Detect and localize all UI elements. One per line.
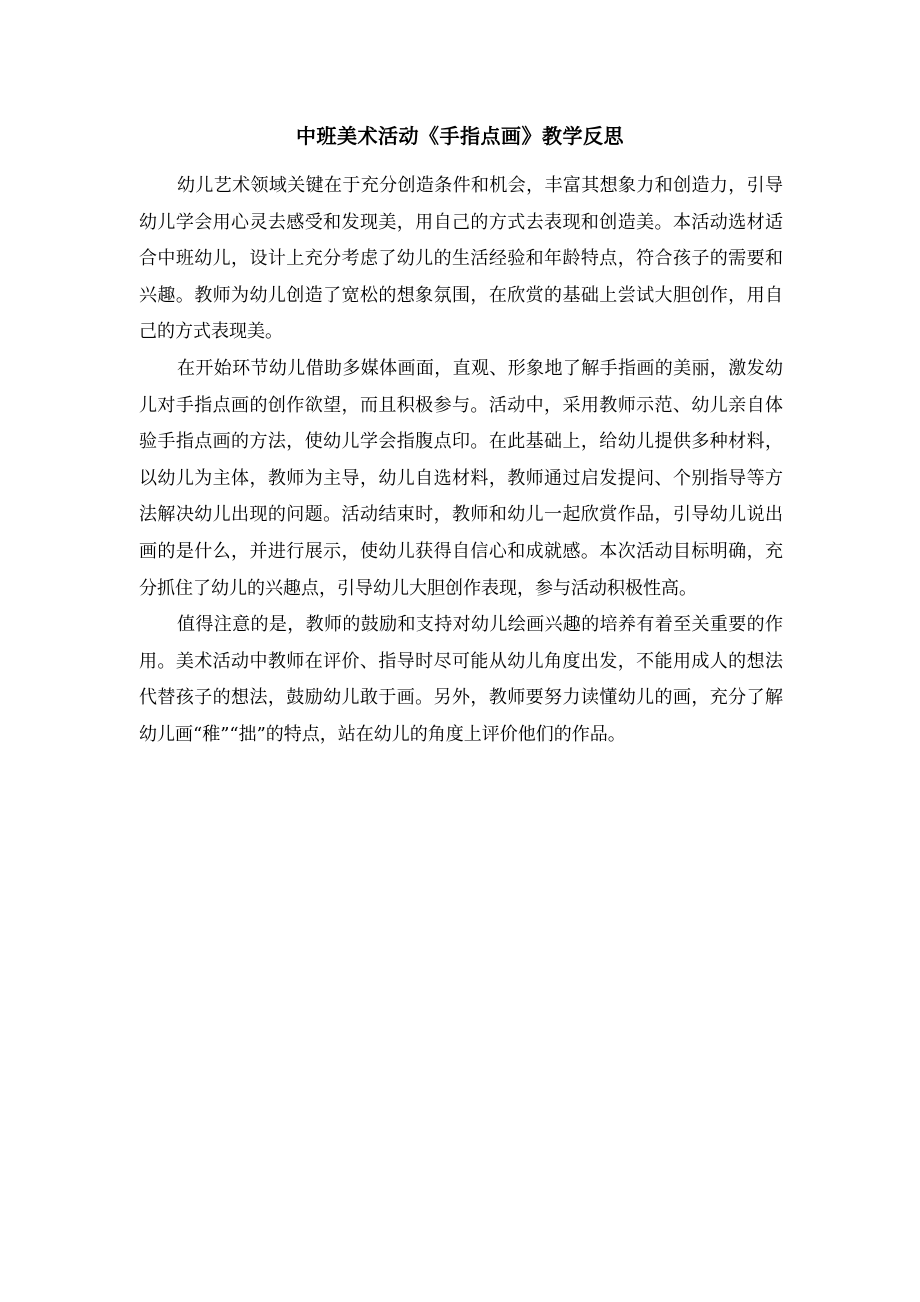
paragraph-intro: 幼儿艺术领域关键在于充分创造条件和机会，丰富其想象力和创造力，引导幼儿学会用心灵去感受和发现美，用自己的方式去表现和创造美。本活动选材适合中班幼儿，设计上充分考虑了幼儿的生活经验和年龄特点，符合孩子的需要和兴趣。教师为幼儿创造了宽松的想象氛围，在欣赏的基础上尝试大胆创作，用自己的方式表现美。 <box>139 175 783 343</box>
document-body <box>139 168 783 754</box>
paragraph-reflection: 值得注意的是，教师的鼓励和支持对幼儿绘画兴趣的培养有着至关重要的作用。美术活动中教师在评价、指导时尽可能从幼儿角度出发，不能用成人的想法代替孩子的想法，鼓励幼儿敢于画。另外，教师要努力读懂幼儿的画，充分了解幼儿画“稚”“拙”的特点，站在幼儿的角度上评价他们的作品。 <box>139 614 783 745</box>
paragraph-process: 在开始环节幼儿借助多媒体画面，直观、形象地了解手指画的美丽，激发幼儿对手指点画的创作欲望，而且积极参与。活动中，采用教师示范、幼儿亲自体验手指点画的方法，使幼儿学会指腹点印。在此基础上，给幼儿提供多种材料，以幼儿为主体，教师为主导，幼儿自选材料，教师通过启发提问、个别指导等方法解决幼儿出现的问题。活动结束时，教师和幼儿一起欣赏作品，引导幼儿说出画的是什么，并进行展示，使幼儿获得自信心和成就感。本次活动目标明确，充分抓住了幼儿的兴趣点，引导幼儿大胆创作表现，参与活动积极性高。 <box>139 357 783 599</box>
document-title: 中班美术活动《手指点画》教学反思 <box>296 124 624 148</box>
